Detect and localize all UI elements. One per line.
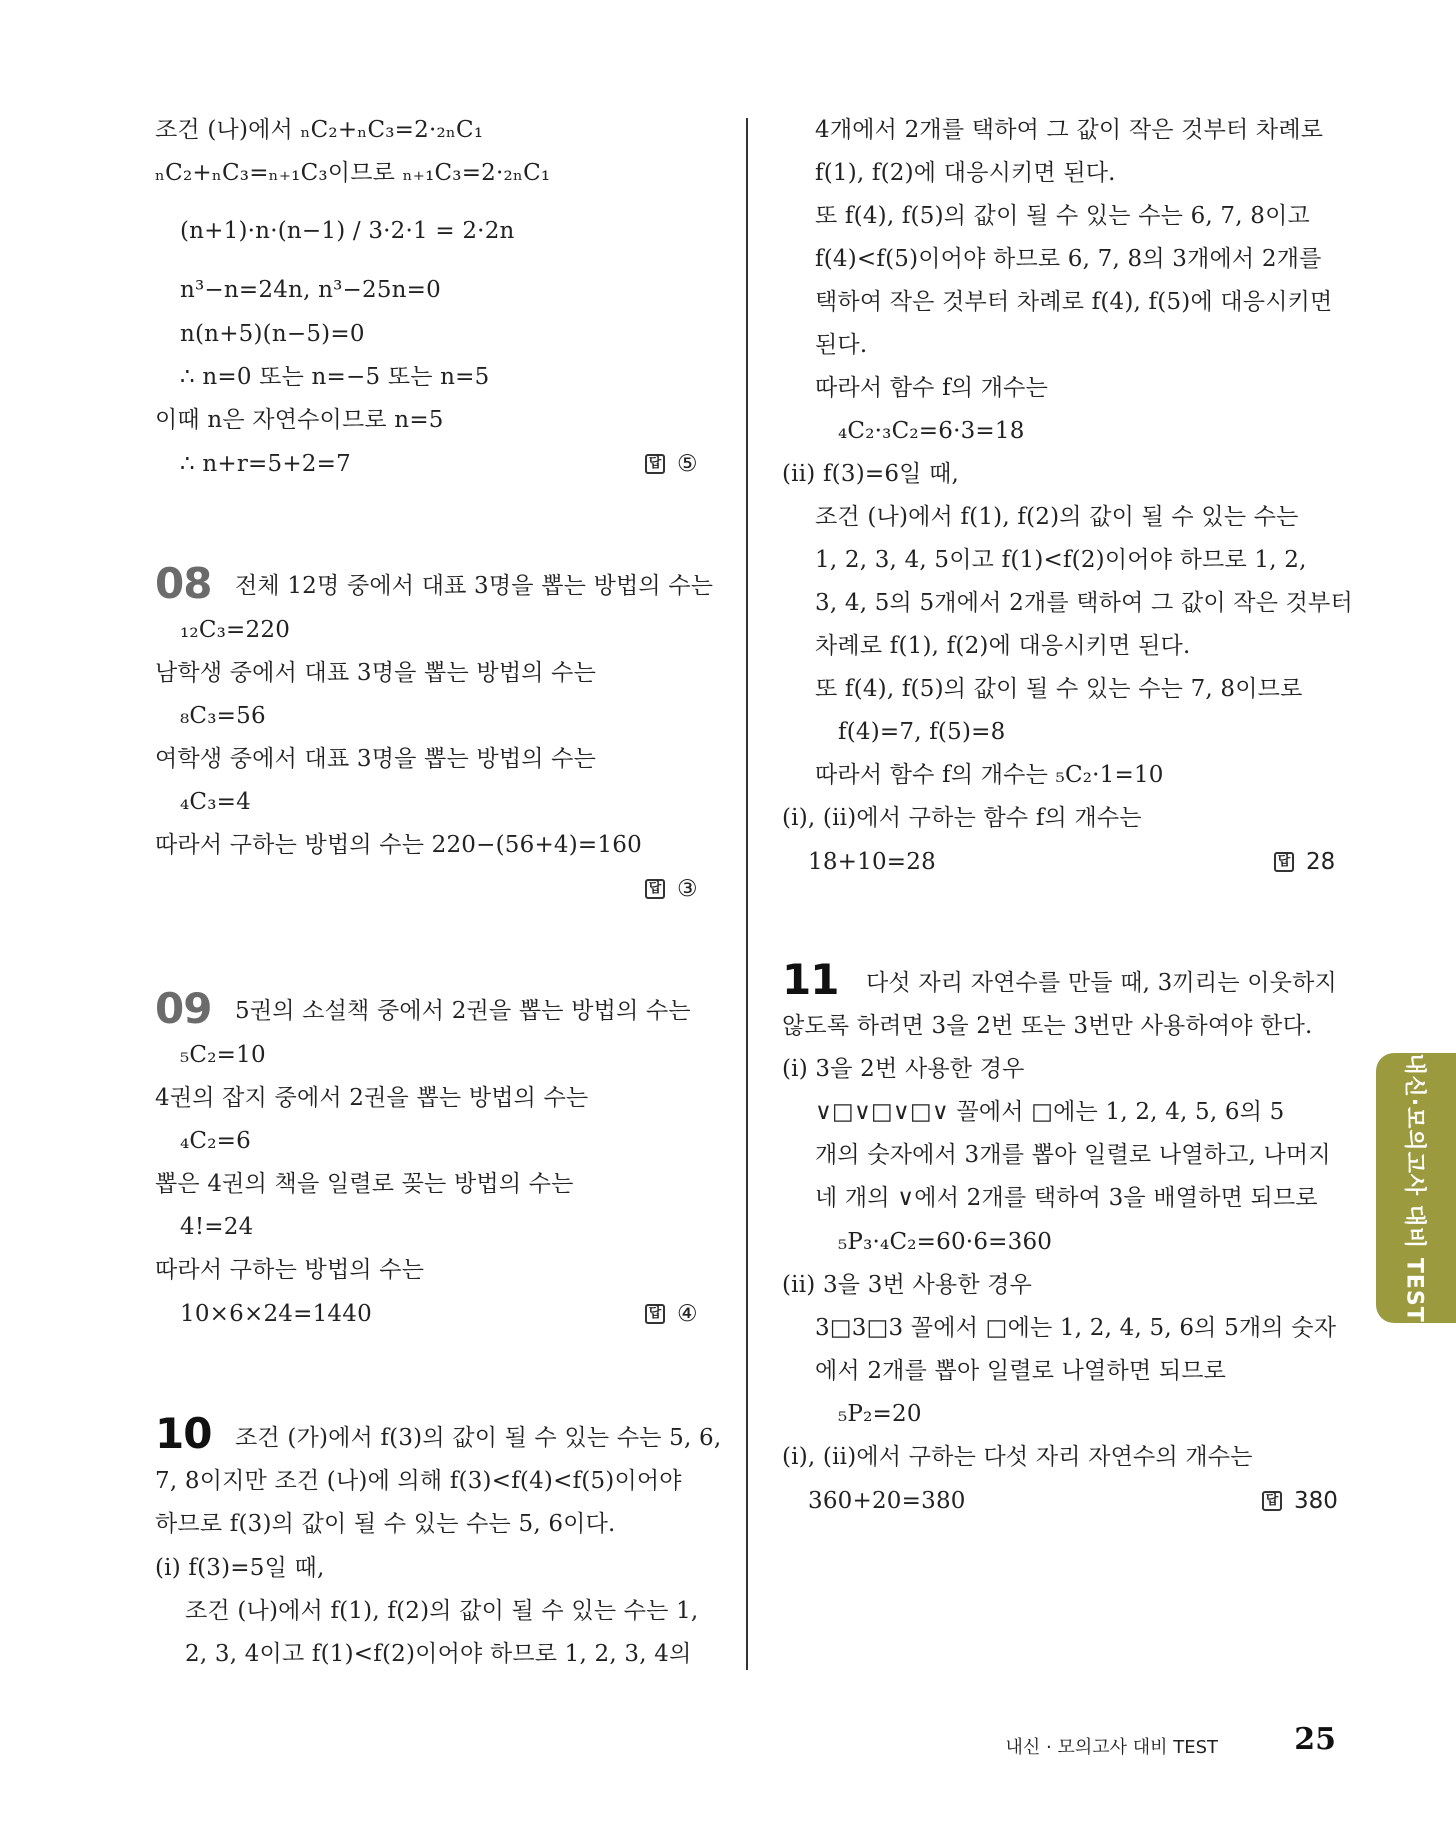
- solution-line: n(n+5)(n−5)=0: [180, 321, 365, 347]
- solution-line: 택하여 작은 것부터 차례로 f(4), f(5)에 대응시키면: [815, 289, 1333, 315]
- problem-line: 따라서 구하는 방법의 수는: [155, 1257, 425, 1283]
- problem-line: 7, 8이지만 조건 (나)에 의해 f(3)<f(4)<f(5)이어야: [155, 1468, 682, 1494]
- solution-line: ₄C₂·₃C₂=6·3=18: [838, 418, 1025, 444]
- solution-line: 4개에서 2개를 택하여 그 값이 작은 것부터 차례로: [815, 117, 1324, 143]
- answer-mark: [1274, 847, 1335, 877]
- solution-line: ∴ n=0 또는 n=−5 또는 n=5: [180, 364, 490, 390]
- solution-line: 따라서 함수 f의 개수는: [815, 375, 1049, 401]
- problem-line: 4!=24: [180, 1214, 254, 1240]
- solution-line: 3, 4, 5의 5개에서 2개를 택하여 그 값이 작은 것부터: [815, 590, 1353, 616]
- solution-line: (n+1)·n·(n−1) / 3·2·1 = 2·2n: [180, 218, 515, 244]
- problem-line: 360+20=380: [808, 1488, 966, 1514]
- answer-value: ④: [677, 1301, 698, 1327]
- answer-value: ⑤: [677, 451, 698, 477]
- problem-line: ₅P₃·₄C₂=60·6=360: [838, 1229, 1053, 1255]
- problem-line: 하므로 f(3)의 값이 될 수 있는 수는 5, 6이다.: [155, 1511, 616, 1537]
- solution-line: 또 f(4), f(5)의 값이 될 수 있는 수는 6, 7, 8이고: [815, 203, 1310, 229]
- problem-number: 10: [155, 1409, 212, 1458]
- answer-icon: 답: [645, 1304, 665, 1324]
- answer-icon: 답: [1274, 852, 1294, 872]
- solution-line: ∴ n+r=5+2=7: [180, 451, 351, 477]
- problem-number: 11: [782, 955, 839, 1004]
- problem-line: 2, 3, 4이고 f(1)<f(2)이어야 하므로 1, 2, 3, 4의: [185, 1641, 692, 1667]
- problem-number: 08: [155, 559, 212, 608]
- problem-line: 개의 숫자에서 3개를 뽑아 일렬로 나열하고, 나머지: [815, 1142, 1331, 1168]
- problem-line: 뽑은 4권의 책을 일렬로 꽂는 방법의 수는: [155, 1171, 574, 1197]
- problem-line: (i) f(3)=5일 때,: [155, 1555, 325, 1581]
- side-tab-label: 내신·모의고사 대비 TEST: [1401, 1053, 1427, 1323]
- problem-line: (ii) 3을 3번 사용한 경우: [782, 1272, 1033, 1298]
- problem-line: 4권의 잡지 중에서 2권을 뽑는 방법의 수는: [155, 1085, 589, 1111]
- answer-value: 380: [1294, 1488, 1338, 1514]
- solution-line: 또 f(4), f(5)의 값이 될 수 있는 수는 7, 8이므로: [815, 676, 1303, 702]
- problem-line: 네 개의 ∨에서 2개를 택하여 3을 배열하면 되므로: [815, 1185, 1318, 1211]
- problem-number: 09: [155, 984, 212, 1033]
- problem-line: (i) 3을 2번 사용한 경우: [782, 1056, 1025, 1082]
- answer-value: 28: [1306, 849, 1336, 875]
- problem-line: 조건 (가)에서 f(3)의 값이 될 수 있는 수는 5, 6,: [235, 1425, 722, 1451]
- solution-line: f(1), f(2)에 대응시키면 된다.: [815, 160, 1116, 186]
- problem-line: ∨□∨□∨□∨ 꼴에서 □에는 1, 2, 4, 5, 6의 5: [815, 1099, 1285, 1125]
- answer-mark: [645, 449, 698, 479]
- problem-line: 않도록 하려면 3을 2번 또는 3번만 사용하여야 한다.: [782, 1013, 1313, 1039]
- problem-line: (i), (ii)에서 구하는 다섯 자리 자연수의 개수는: [782, 1444, 1253, 1470]
- solution-line: f(4)<f(5)이어야 하므로 6, 7, 8의 3개에서 2개를: [815, 246, 1322, 272]
- answer-value: ③: [677, 876, 698, 902]
- solution-line: 조건 (나)에서 f(1), f(2)의 값이 될 수 있는 수는: [815, 504, 1299, 530]
- solution-line: 1, 2, 3, 4, 5이고 f(1)<f(2)이어야 하므로 1, 2,: [815, 547, 1307, 573]
- problem-line: 따라서 구하는 방법의 수는 220−(56+4)=160: [155, 832, 642, 858]
- problem-line: 여학생 중에서 대표 3명을 뽑는 방법의 수는: [155, 746, 597, 772]
- solution-line: (i), (ii)에서 구하는 함수 f의 개수는: [782, 805, 1142, 831]
- problem-line: 전체 12명 중에서 대표 3명을 뽑는 방법의 수는: [235, 573, 714, 599]
- solution-line: 된다.: [815, 332, 868, 358]
- problem-line: 에서 2개를 뽑아 일렬로 나열하면 되므로: [815, 1358, 1227, 1384]
- solution-line: 조건 (나)에서 ₙC₂+ₙC₃=2·₂ₙC₁: [155, 117, 484, 143]
- answer-icon: 답: [1262, 1491, 1282, 1511]
- problem-line: ₈C₃=56: [180, 703, 266, 729]
- problem-line: ₄C₃=4: [180, 789, 251, 815]
- problem-line: 5권의 소설책 중에서 2권을 뽑는 방법의 수는: [235, 998, 691, 1024]
- answer-mark: [645, 874, 698, 904]
- footer-title: 내신 · 모의고사 대비 TEST: [1005, 1737, 1218, 1758]
- answer-mark: [645, 1299, 698, 1329]
- solution-line: 이때 n은 자연수이므로 n=5: [155, 407, 444, 433]
- answer-icon: 답: [645, 879, 665, 899]
- problem-line: ₁₂C₃=220: [180, 617, 291, 643]
- solution-line: f(4)=7, f(5)=8: [838, 719, 1006, 745]
- problem-line: ₄C₂=6: [180, 1128, 251, 1154]
- solution-line: n³−n=24n, n³−25n=0: [180, 277, 441, 303]
- solution-line: 18+10=28: [808, 849, 936, 875]
- solution-line: 따라서 함수 f의 개수는 ₅C₂·1=10: [815, 762, 1164, 788]
- section-side-tab: [1376, 1053, 1456, 1323]
- problem-line: ₅C₂=10: [180, 1042, 266, 1068]
- page-number: 25: [1294, 1722, 1336, 1757]
- solution-line: 차례로 f(1), f(2)에 대응시키면 된다.: [815, 633, 1191, 659]
- problem-line: ₅P₂=20: [838, 1401, 922, 1427]
- solution-line: ₙC₂+ₙC₃=ₙ₊₁C₃이므로 ₙ₊₁C₃=2·₂ₙC₁: [155, 160, 551, 186]
- answer-mark: [1262, 1486, 1338, 1516]
- problem-line: 3□3□3 꼴에서 □에는 1, 2, 4, 5, 6의 5개의 숫자: [815, 1315, 1337, 1341]
- solution-line: (ii) f(3)=6일 때,: [782, 461, 960, 487]
- problem-line: 다섯 자리 자연수를 만들 때, 3끼리는 이웃하지: [866, 970, 1337, 996]
- column-divider: [746, 118, 748, 1670]
- problem-line: 10×6×24=1440: [180, 1301, 372, 1327]
- problem-line: 조건 (나)에서 f(1), f(2)의 값이 될 수 있는 수는 1,: [185, 1598, 699, 1624]
- problem-line: 남학생 중에서 대표 3명을 뽑는 방법의 수는: [155, 660, 597, 686]
- answer-icon: 답: [645, 454, 665, 474]
